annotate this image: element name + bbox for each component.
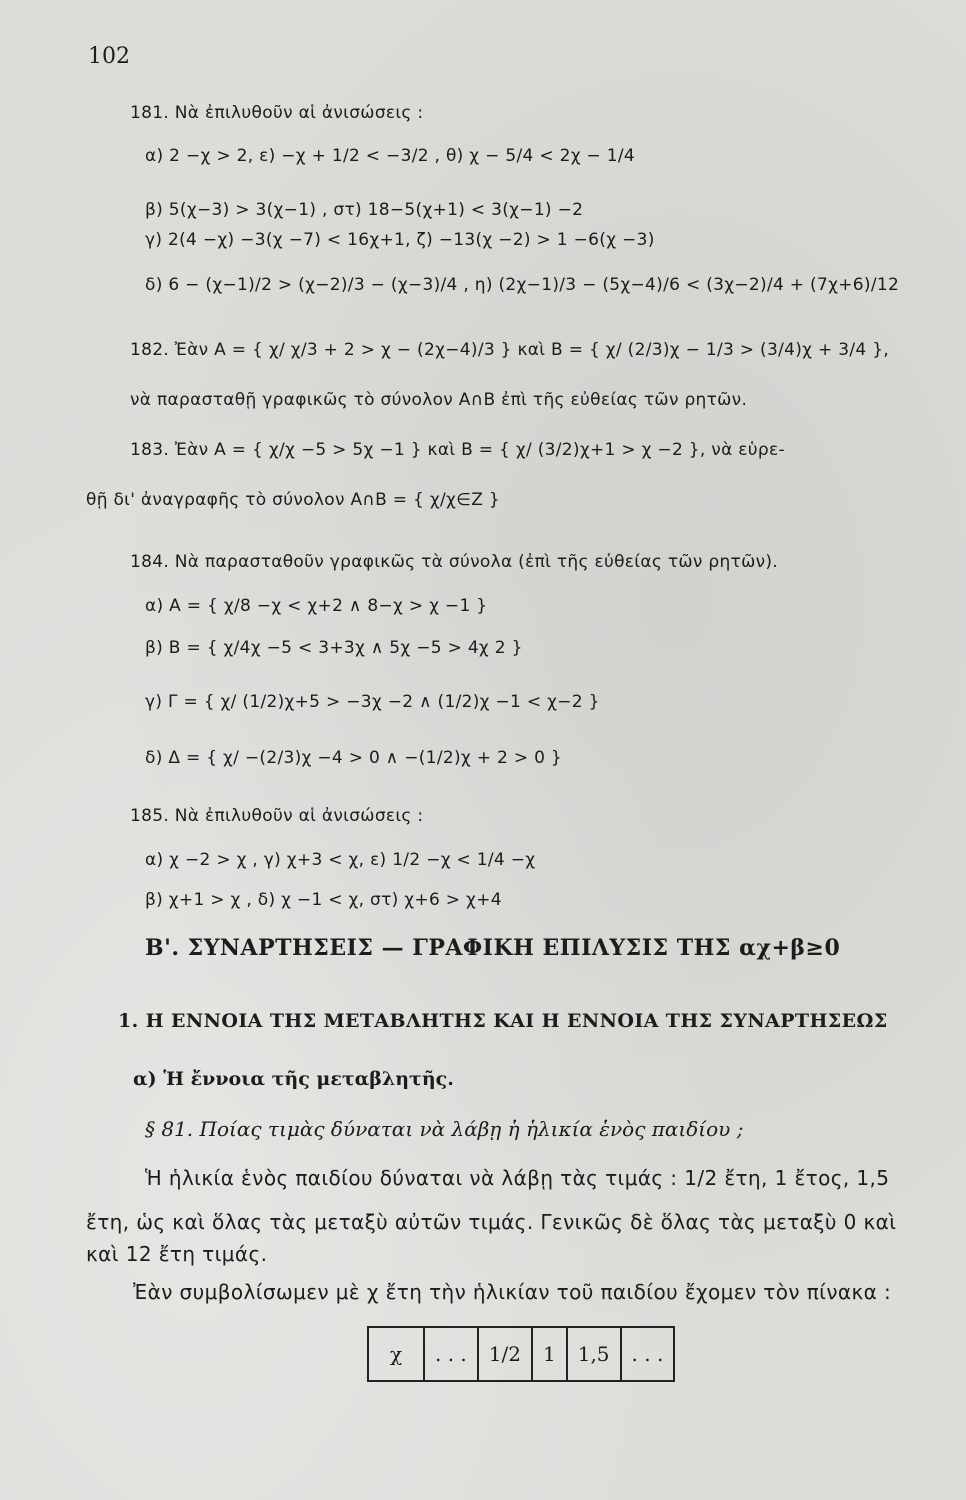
paragraph-81-line-3: καὶ 12 ἔτη τιμάς. [86,1242,268,1266]
exercise-184-d: δ) Δ = { χ/ −(2/3)χ −4 > 0 ∧ −(1/2)χ + 2 > 0 } [145,748,563,768]
exercise-184-g: γ) Γ = { χ/ (1/2)χ+5 > −3χ −2 ∧ (1/2)χ −1 < χ−2 } [145,692,600,712]
exercise-181-line-g: γ) 2(4 −χ) −3(χ −7) < 16χ+1, ζ) −13(χ −2) > 1 −6(χ −3) [145,230,655,250]
exercise-183-line-2: θῇ δι' ἀναγραφῆς τὸ σύνολον Α∩Β = { χ/χ∈Ζ } [86,490,501,510]
exercise-184-a: α) Α = { χ/8 −χ < χ+2 ∧ 8−χ > χ −1 } [145,596,488,616]
paragraph-81-line-2: ἔτη, ὡς καὶ ὅλας τὰς μεταξὺ αὐτῶν τιμάς. Γενικῶς δὲ ὅλας τὰς μεταξὺ 0 καὶ [86,1210,897,1234]
exercise-184-b: β) Β = { χ/4χ −5 < 3+3χ ∧ 5χ −5 > 4χ 2 } [145,638,523,658]
exercise-181-line-d: δ) 6 − (χ−1)/2 > (χ−2)/3 − (χ−3)/4 , η) (2χ−1)/3 − (5χ−4)/6 < (3χ−2)/4 + (7χ+6)/12 [145,275,900,295]
table-cell: . . . [424,1327,478,1381]
table-cell: 1 [532,1327,567,1381]
exercise-183-line-1: 183. Ἐὰν Α = { χ/χ −5 > 5χ −1 } καὶ Β = { χ/ (3/2)χ+1 > χ −2 }, νὰ εὑρε- [130,440,785,460]
exercise-181-title: 181. Νὰ ἐπιλυθοῦν αἱ ἀνισώσεις : [130,103,424,123]
exercise-184-title: 184. Νὰ παρασταθοῦν γραφικῶς τὰ σύνολα (ἐπὶ τῆς εὐθείας τῶν ρητῶν). [130,552,779,572]
paragraph-81-line-4: Ἐὰν συμβολίσωμεν μὲ χ ἔτη τὴν ἡλικίαν τοῦ παιδίου ἔχομεν τὸν πίνακα : [133,1280,892,1304]
table-cell: 1/2 [478,1327,532,1381]
exercise-181-line-a: α) 2 −χ > 2, ε) −χ + 1/2 < −3/2 , θ) χ − 5/4 < 2χ − 1/4 [145,146,636,166]
paragraph-81-line-1: Ἡ ἡλικία ἑνὸς παιδίου δύναται νὰ λάβῃ τὰς τιμάς : 1/2 ἔτη, 1 ἔτος, 1,5 [145,1166,890,1190]
exercise-181-line-b: β) 5(χ−3) > 3(χ−1) , στ) 18−5(χ+1) < 3(χ−1) −2 [145,200,584,220]
table-row [368,1327,674,1381]
table-cell: 1,5 [567,1327,621,1381]
exercise-182-line-2: νὰ παρασταθῇ γραφικῶς τὸ σύνολον Α∩Β ἐπὶ τῆς εὐθείας τῶν ρητῶν. [130,390,748,410]
paragraph-81-heading: § 81. Ποίας τιμὰς δύναται νὰ λάβῃ ἡ ἡλικία ἑνὸς παιδίου ; [145,1117,744,1141]
table-cell: . . . [621,1327,675,1381]
exercise-185-title: 185. Νὰ ἐπιλυθοῦν αἱ ἀνισώσεις : [130,806,424,826]
page-number: 102 [88,44,130,69]
exercise-185-line-2: β) χ+1 > χ , δ) χ −1 < χ, στ) χ+6 > χ+4 [145,890,502,910]
table-cell-variable: χ [368,1327,424,1381]
exercise-185-line-1: α) χ −2 > χ , γ) χ+3 < χ, ε) 1/2 −χ < 1/4 −χ [145,850,536,870]
exercise-182-line-1: 182. Ἐὰν Α = { χ/ χ/3 + 2 > χ − (2χ−4)/3 } καὶ Β = { χ/ (2/3)χ − 1/3 > (3/4)χ + 3/4 }, [130,340,890,360]
section-title: 1. Η ΕΝΝΟΙΑ ΤΗΣ ΜΕΤΑΒΛΗΤΗΣ ΚΑΙ Η ΕΝΝΟΙΑ ΤΗΣ ΣΥΝΑΡΤΗΣΕΩΣ [118,1010,888,1032]
chapter-title: Β'. ΣΥΝΑΡΤΗΣΕΙΣ — ΓΡΑΦΙΚΗ ΕΠΙΛΥΣΙΣ ΤΗΣ αχ+β≥0 [145,935,841,961]
subsection-title: α) Ἡ ἔννοια τῆς μεταβλητῆς. [133,1068,454,1090]
age-values-table [367,1326,675,1382]
